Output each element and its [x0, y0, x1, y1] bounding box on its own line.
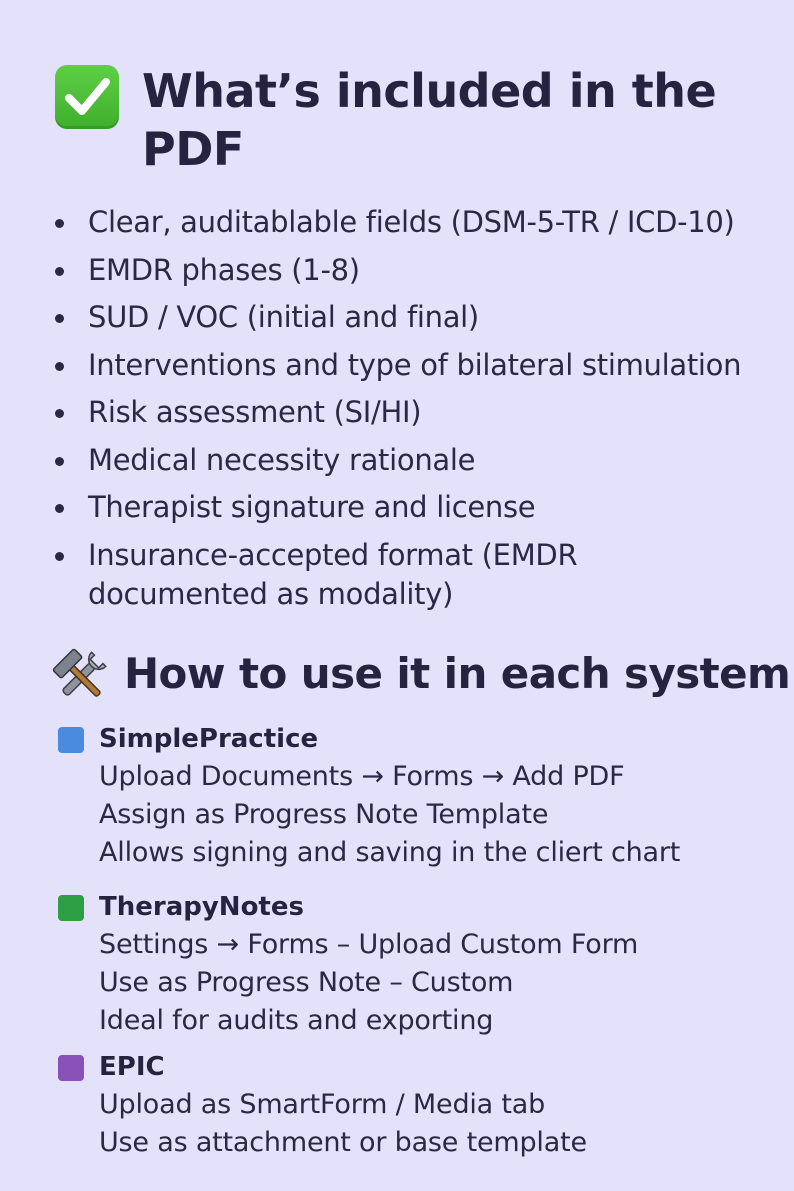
- system-steps: [99, 758, 680, 872]
- purple-square-icon: [58, 1055, 84, 1081]
- bullet-icon: [55, 362, 64, 371]
- bullet-icon: [55, 457, 64, 466]
- bullet-icon: [55, 219, 64, 228]
- step-line: Ideal for audits and exporting: [99, 1005, 494, 1036]
- blue-square-icon: [58, 727, 84, 753]
- step-line: Assign as Progress Note Template: [99, 799, 549, 830]
- list-item-text: SUD / VOC (initial and final): [88, 300, 479, 334]
- list-item-text: Interventions and type of bilateral stimulation: [88, 347, 742, 382]
- list-item: [55, 203, 775, 242]
- bullet-icon: [55, 504, 64, 513]
- step-line: Upload as SmartForm / Media tab: [99, 1089, 546, 1120]
- system-steps: [99, 1086, 587, 1162]
- system-steps: [99, 926, 638, 1040]
- list-item-text: Insurance-accepted format (EMDR documented as modality): [88, 537, 578, 611]
- step-line: Use as attachment or base template: [99, 1127, 587, 1158]
- bullet-icon: [55, 409, 64, 418]
- list-item: [55, 346, 775, 385]
- list-item: [55, 488, 775, 527]
- included-list: [55, 203, 775, 622]
- step-line: Allows signing and saving in the cliert chart: [99, 837, 681, 868]
- system-name: SimplePractice: [99, 724, 319, 754]
- bullet-icon: [55, 552, 64, 561]
- step-line: Settings → Forms – Upload Custom Form: [99, 929, 639, 960]
- green-square-icon: [58, 895, 84, 921]
- step-line: Use as Progress Note – Custom: [99, 967, 514, 998]
- list-item-text: Risk assessment (SI/HI): [88, 395, 422, 429]
- list-item-text: Medical necessity rationale: [88, 442, 476, 477]
- list-item: [55, 251, 775, 290]
- included-heading: What’s included in the PDF: [142, 64, 717, 176]
- bullet-icon: [55, 267, 64, 276]
- system-name: EPIC: [99, 1052, 165, 1082]
- list-item-text: EMDR phases (1-8): [88, 252, 360, 287]
- usage-heading: How to use it in each system: [124, 649, 791, 698]
- check-mark-button-icon: [55, 65, 119, 129]
- list-item: [55, 536, 775, 614]
- system-name: TherapyNotes: [99, 892, 304, 922]
- list-item: [55, 298, 775, 337]
- list-item-text: Therapist signature and license: [88, 490, 536, 524]
- list-item-text: Clear, auditablable fields (DSM-5-TR / ICD-10): [88, 205, 735, 239]
- list-item: [55, 441, 775, 480]
- step-line: Upload Documents → Forms → Add PDF: [99, 761, 625, 792]
- bullet-icon: [55, 314, 64, 323]
- hammer-and-wrench-icon: [52, 648, 110, 706]
- list-item: [55, 393, 775, 432]
- usage-section-header: [52, 646, 791, 706]
